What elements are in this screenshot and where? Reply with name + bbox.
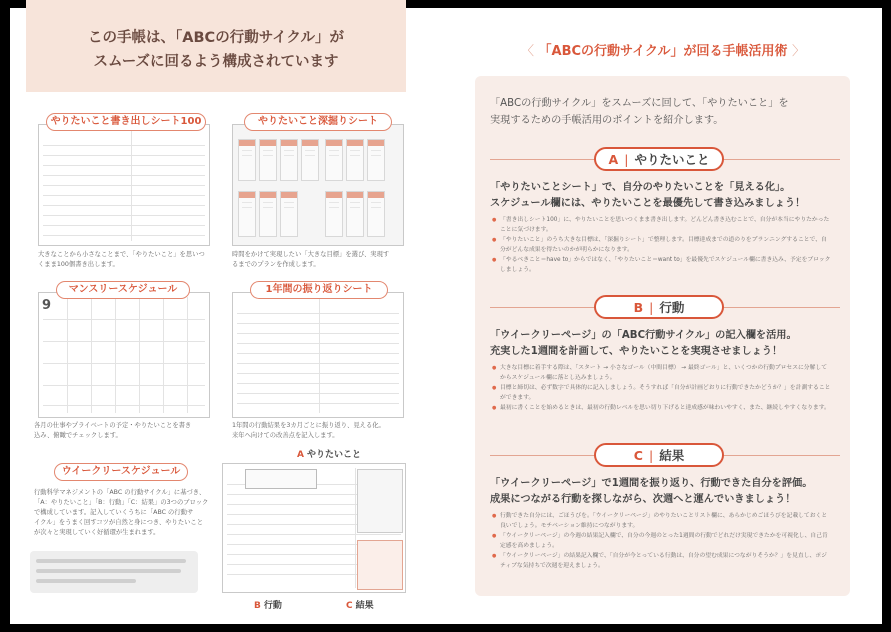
- right-title-text: 「ABCの行動サイクル」が回る手帳活用術: [538, 44, 788, 59]
- callout-a: A やりたいこと: [297, 450, 361, 460]
- right-title: [470, 40, 856, 59]
- section-c-lead: 「ウイークリーページ」で1週間を振り返り、行動できた自分を評価。 成果につながる行動を探しながら、次週へと運んでいきましょう！: [490, 478, 813, 505]
- list-item: ● 大きな目標に着手する際は、「スタート → 小さなゴール（中間目標） → 最終ゴール」と、いくつかの行動プロセスに分解してからスケジュール欄に落とし込みましょう。: [492, 364, 832, 383]
- chevron-left-icon: 〈: [520, 44, 534, 59]
- yearly-review-caption: 1年間の行動結果を3カ月ごとに振り返り、見える化。 来年へ向けての改善点を記入します。: [232, 422, 385, 439]
- callout-c: C 結果: [346, 601, 374, 611]
- deepdive-sheet-thumbnail: [232, 124, 404, 246]
- weekly-c-box: [357, 540, 403, 590]
- section-a-pill: A | やりたいこと: [594, 147, 724, 171]
- weekly-todo-box: [357, 469, 403, 533]
- section-a-lead: 「やりたいことシート」で、自分のやりたいことを「見える化」。 スケジュール欄には、やりたいことを最優先して書き込みましょう！: [490, 182, 806, 209]
- list-item: ● 「やりたいこと」のうち大きな目標は、「深掘りシート」で整理します。目標達成までの道のりをプランニングすることで、自分がどんな成果を得たいのかが明らかになります。: [492, 236, 832, 255]
- weekly-note-box: [30, 551, 198, 593]
- monthly-month-number: 9: [42, 298, 52, 313]
- section-b-bullets: [492, 364, 832, 415]
- list-item: ● 目標と締切は、必ず数字で具体的に記入しましょう。そうすれば「自分が計画どおりに行動できたかどうか？」を計測することができます。: [492, 384, 832, 403]
- callout-b: B 行動: [254, 601, 282, 611]
- left-header-line-1: この手帳は、「ABCの行動サイクル」が: [88, 30, 344, 46]
- list-item: ● 行動できた自分には、ごほうびを。「ウイークリーページ」のやりたいことリスト欄に、あらかじめごほうびを記載しておくと良いでしょう。モチベーション維持につながります。: [492, 512, 832, 531]
- list-sheet-label: やりたいこと書き出しシート100: [46, 113, 206, 131]
- list-sheet-caption: 大きなことから小さなことまで、「やりたいこと」を思いつ くまま100個書き出します。: [38, 251, 205, 268]
- left-header-line-2: スムーズに回るよう構成されています: [93, 54, 339, 70]
- section-a-bullets: [492, 216, 832, 276]
- monthly-schedule-label: マンスリースケジュール: [56, 281, 190, 299]
- list-item: ● 最初に書くことを始めるときは、最初の行動レベルを思い切り下げると達成感が味わいやすく、また、継続しやすくなります。: [492, 404, 832, 414]
- yearly-review-label: 1年間の振り返りシート: [250, 281, 388, 299]
- weekly-a-box: [245, 469, 317, 489]
- deepdive-sheet-caption: 時間をかけて実現したい「大きな目標」を選び、実現す るまでのプランを作成します。: [232, 251, 390, 268]
- list-item: ● 「ウイークリーページ」の結果記入欄で、「自分が今とっている行動は、自分の望む成果につながりそうか？」を見直し、ポジティブな気持ちで次週を迎えましょう。: [492, 552, 832, 571]
- section-b-pill: B | 行動: [594, 295, 724, 319]
- list-item: ● 「やるべきこと＝have to」からではなく、「やりたいこと＝want to」を最優先でスケジュール欄に書き込み、予定をブロックしましょう。: [492, 256, 832, 275]
- section-c-bullets: [492, 512, 832, 572]
- chevron-right-icon: 〉: [792, 44, 806, 59]
- monthly-schedule-thumbnail: [38, 292, 210, 418]
- list-item: ● 「書き出しシート100」に、やりたいことを思いつくまま書き出します。どんどん書き込むことで、自分が本当にやりたかったことに気づけます。: [492, 216, 832, 235]
- section-c-pill: C | 結果: [594, 443, 724, 467]
- weekly-schedule-caption: 行動科学マネジメントの「ABC の行動サイクル」に基づき、 「A：やりたいこと」「B：行動」「C：結果」の3つのブロック で構成しています。記入していくうちに「ABC の行動サ イクル」をうまく回すコツが自然と身につき、やりたいこと が次々と実現していく好循環が生まれます。: [34, 489, 209, 536]
- list-item: ● 「ウイークリーページ」の今週の結果記入欄で、自分の今週のとった1週間の行動でどれだけ実現できたかを可視化し、自己肯定感を高めましょう。: [492, 532, 832, 551]
- deepdive-sheet-label: やりたいこと深掘りシート: [244, 113, 392, 131]
- yearly-review-thumbnail: [232, 292, 404, 418]
- monthly-schedule-caption: 各月の仕事やプライベートの予定・やりたいことを書き 込み、俯瞰でチェックします。: [34, 422, 192, 439]
- list-sheet-thumbnail: [38, 124, 210, 246]
- right-intro: 「ABCの行動サイクル」をスムーズに回して、「やりたいこと」を 実現するための手帳活用のポイントを紹介します。: [490, 98, 789, 126]
- section-b-lead: 「ウイークリーページ」の「ABC行動サイクル」の記入欄を活用。 充実した1週間を計画して、やりたいことを実現させましょう！: [490, 330, 797, 357]
- weekly-schedule-label: ウイークリースケジュール: [54, 463, 188, 481]
- left-header-band: [26, 0, 406, 92]
